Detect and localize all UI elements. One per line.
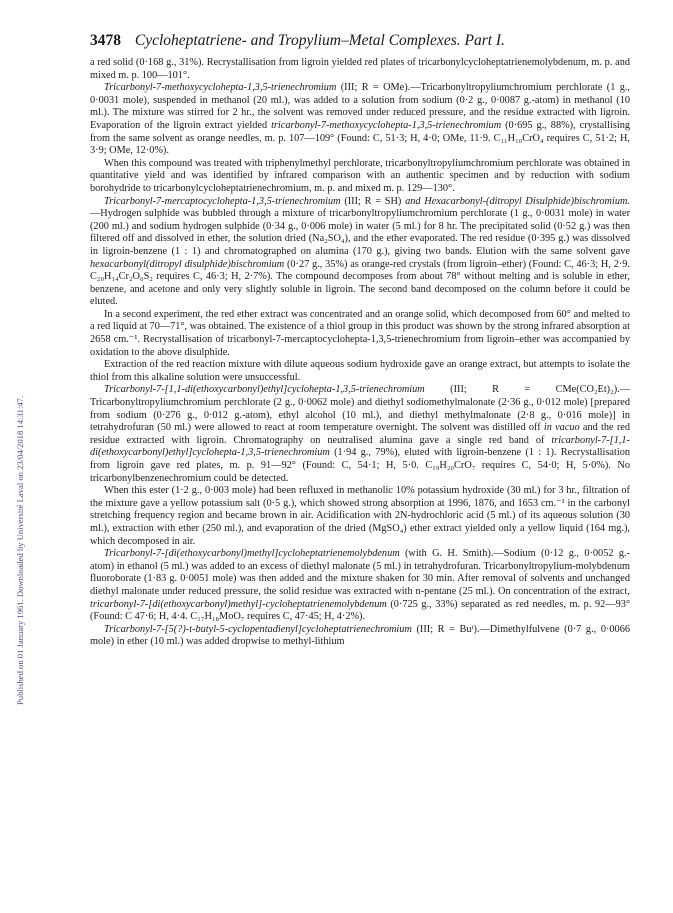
italic-text: Tricarbonyl-7-[5(?)-t-butyl-5-cyclopentadienyl]cycloheptatrienechromium [104, 623, 412, 635]
text-run: When this ester (1·2 g., 0·003 mole) had been refluxed in methanolic 10% potassium hydroxide (30 ml.) for 3 hr., filtration of the mixture gave a yellow potassium salt (0·5 g.), which showed strong absorption at 1996, 1876, and 1653 cm.⁻¹ in the carbonyl stretching frequency region and became brown in air. Acidification with 2N-hydrochloric acid (5 ml.) of its aqueous solution (30 ml.), extraction with ether (250 ml.), and evaporation of the dried (MgSO₄) ether extract yielded only a yellow liquid (164 mg.), which decomposed in air. [90, 485, 630, 547]
text-run: a red solid (0·168 g., 31%). Recrystallisation from ligroin yielded red plates of tricarbonylcycloheptatrienemolybdenum, m. p. and mixed m. p. 100—101°. [90, 57, 630, 81]
paragraph [90, 624, 630, 649]
text-run: and the red residue extracted with ligroin. Chromatography on neutralised alumina gave a single red band of [90, 422, 630, 446]
text-run: (0·27 g., 35%) as orange-red crystals (from ligroin–ether) (Found: C, 46·3; H, 2·9. C₂₀H₁₄Cr₂O₆S₂ requires C, 46·3; H, 2·7%). The compound decomposes from about 78° without melting and is soluble in ether, benzene, and acetone and only very slightly soluble in ligroin. The second band decomposed on the column before it could be eluted. [90, 258, 630, 308]
italic-text: tricarbonyl-7-[1,1-di(ethoxycarbonyl)ethyl]cyclohepta-1,3,5-trienechromium [90, 434, 630, 459]
page-number: 3478 [90, 32, 121, 49]
paragraph [90, 196, 630, 309]
text-run: (III; R = Buᵗ).—Dimethylfulvene (0·7 g., 0·0066 mole) in ether (10 ml.) was added dropwise to methyl-lithium [90, 623, 630, 648]
text-run: (III; R = CMe(CO₂Et)₂).—Tricarbonyltropyliumchromium perchlorate (2 g., 0·0062 mole) and diethyl sodiomethylmalonate (2·36 g., 0·012 mole) [prepared from sodium (0·276 g., 0·012 g.-atom), ethyl alcohol (10 ml.), and diethyl methylmalonate (2·8 g., 0·016 mole)] in tetrahydrofuran (50 ml.) were allowed to react at room temperature overnight. The solvent was distilled off [90, 384, 630, 434]
italic-text: in vacuo [543, 422, 580, 434]
running-title: Cycloheptatriene- and Tropylium–Metal Complexes. Part I. [134, 32, 505, 49]
text-run: (1·94 g., 79%), eluted with ligroin-benzene (1 : 1). Recrystallisation from ligroin gave red plates, m. p. 91—92° (Found: C, 54·1; H, 5·0. C₁₉H₂₀CrO₇ requires C, 54·0; H, 5·0%). No tricarbonylbenzenechromium could be detected. [90, 447, 630, 484]
paragraph [90, 359, 630, 384]
paragraph [90, 548, 630, 624]
text-run: When this compound was treated with triphenylmethyl perchlorate, tricarbonyltropyliumchromium perchlorate was obtained in quantitative yield and was identified by infrared comparison with an authentic specimen and by reduction with sodium borohydride to tricarbonylcycloheptatrienechromium, m. p. and mixed m. p. 129—130°. [90, 157, 630, 194]
paragraph [90, 158, 630, 196]
publication-notice: Published on 01 January 1961. Downloaded by Université Laval on 23/04/2018 14:31:47. [15, 395, 25, 705]
paragraph [90, 82, 630, 158]
italic-text: tricarbonyl-7-methoxycyclohepta-1,3,5-trienechromium [271, 119, 502, 131]
text-run: (III; R = SH) [340, 195, 406, 207]
italic-text: Tricarbonyl-7-mercaptocyclohepta-1,3,5-trienechromium [104, 195, 341, 207]
text-run: Extraction of the red reaction mixture with dilute aqueous sodium hydroxide gave an orange extract, but attempts to isolate the thiol from this alkaline solution were unsuccessful. [90, 359, 630, 383]
text-run: (0·725 g., 33%) separated as red needles, m. p. 92—93° (Found: C 47·6; H, 4·4. C₁₇H₁₈MoO₇ requires C, 47·45; H, 4·2%). [90, 598, 630, 623]
italic-text: and Hexacarbonyl-(ditropyl Disulphide)bischromium. [405, 195, 630, 207]
article-body [90, 57, 630, 649]
text-run: —Hydrogen sulphide was bubbled through a mixture of tricarbonyltropyliumchromium perchlorate (1 g., 0·0031 mole) in water (200 ml.) and sodium hydrogen sulphide (0·34 g., 0·006 mole) in water (5 ml.) for 8 hr. The precipitated solid (0·52 g.) was then filtered off and dissolved in ether, the solution dried (Na₂SO₄), and the ether evaporated. The red residue (0·395 g.) was dissolved in ligroin-benzene (1 : 1) and chromatographed on alumina (170 g.), giving two bands. Elution with the same solvent gave [90, 208, 630, 257]
paragraph [90, 384, 630, 485]
page-header [90, 32, 630, 52]
text-run: (with G. H. Smith).—Sodium (0·12 g., 0·0052 g.-atom) in ethanol (5 ml.) was added to an excess of diethyl malonate (5 ml.) in tetrahydrofuran. Tricarbonyltropylium-molybdenum fluoroborate (1·83 g. 0·0051 mole) was then added and the mixture shaken for 30 min. After removal of solvents and unchanged diethyl malonate under reduced pressure, the solid residue was extracted with n-pentane (25 ml.). On concentration of the extract, [90, 548, 630, 597]
italic-text: Tricarbonyl-7-[1,1-di(ethoxycarbonyl)ethyl]cyclohepta-1,3,5-trienechromium [104, 384, 425, 396]
text-run: In a second experiment, the red ether extract was concentrated and an orange solid, which decomposed from 60° and melted to a red liquid at 70—71°, was obtained. The existence of a thiol group in this product was shown by the strong infrared absorption at 2658 cm.⁻¹. Recrystallisation of tricarbonyl-7-mercaptocyclohepta-1,3,5-trienechromium from ligroin–ether was accompanied by oxidation to the above disulphide. [90, 308, 630, 358]
italic-text: tricarbonyl-7-[di(ethoxycarbonyl)methyl]-cycloheptatrienemolybdenum [90, 598, 387, 610]
italic-text: Tricarbonyl-7-[di(ethoxycarbonyl)methyl]cycloheptatrienemolybdenum [104, 548, 400, 560]
text-run: (0·695 g., 88%), crystallising from the same solvent as orange needles, m. p. 107—109° (Found: C, 51·3; H, 4·0; OMe, 11·9. C₁₁H₁₀CrO₄ requires C, 51·2; H, 3·9; OMe, 12·0%). [90, 119, 630, 157]
paragraph [90, 57, 630, 82]
publication-sidebar [0, 0, 30, 913]
text-run: (III; R = OMe).—Tricarbonyltropyliumchromium perchlorate (1 g., 0·0031 mole), suspended in methanol (20 ml.), was added to a solution from sodium (0·2 g., 0·0087 g.-atom) in methanol (10 ml.). The mixture was stirred for 2 hr., the solvent was removed under reduced pressure, and the residue extracted with ligroin. Evaporation of the ligroin extract yielded [90, 82, 630, 131]
paragraph [90, 309, 630, 359]
italic-text: Tricarbonyl-7-methoxycyclohepta-1,3,5-trienechromium [104, 82, 337, 94]
italic-text: hexacarbonyl(ditropyl disulphide)bischromium [90, 258, 285, 270]
paragraph [90, 485, 630, 548]
